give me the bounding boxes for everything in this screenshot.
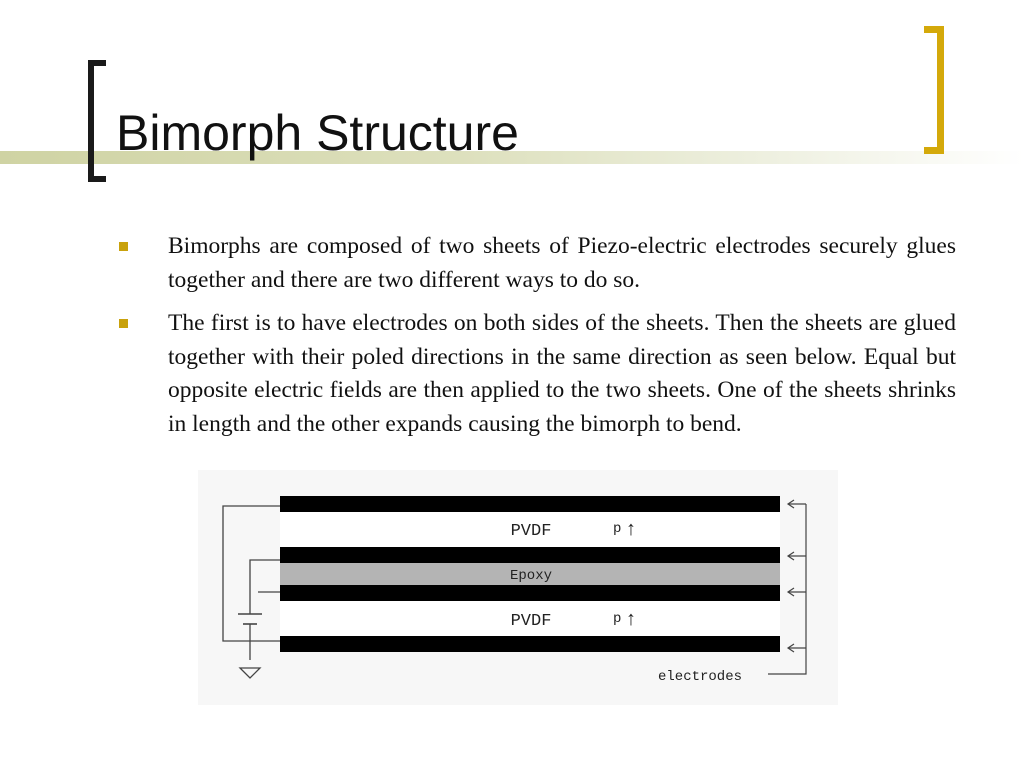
pole-label-top: p <box>613 521 622 537</box>
square-bullet-icon <box>119 319 128 328</box>
bottom-pvdf-label: PVDF <box>510 612 552 631</box>
square-bullet-icon <box>119 242 128 251</box>
bullet-list <box>116 230 956 451</box>
bullet-item <box>116 230 956 297</box>
pole-label-bottom: p <box>613 611 622 627</box>
bimorph-diagram-svg <box>198 470 838 705</box>
pole-arrow-up-icon: ↑ <box>626 518 636 540</box>
electrodes-label: electrodes <box>658 669 743 685</box>
top-pvdf-label: PVDF <box>510 522 552 541</box>
left-circuit-wiring <box>223 506 280 660</box>
right-bracket-decoration <box>924 26 944 154</box>
bimorph-diagram <box>198 470 838 705</box>
pole-arrow-up-icon: ↑ <box>626 608 636 630</box>
top-electrode <box>280 496 780 512</box>
bullet-text: Bimorphs are composed of two sheets of Piezo-electric electrodes securely glues together and there are two different ways to do so. <box>168 233 956 293</box>
bottom-electrode <box>280 636 780 652</box>
battery-icon <box>238 614 262 624</box>
middle-lower-electrode <box>280 585 780 601</box>
slide-title: Bimorph Structure <box>116 105 519 161</box>
middle-upper-electrode <box>280 547 780 563</box>
bullet-item <box>116 307 956 441</box>
epoxy-label: Epoxy <box>509 568 553 584</box>
bullet-text: The first is to have electrodes on both sides of the sheets. Then the sheets are glued together with their poled directions in the same direction as seen below. Equal but opposite electric fields are then applied to the two sheets. One of the sheets shrinks in length and the other expands causing the bimorph to bend. <box>168 310 956 437</box>
ground-symbol-icon <box>240 668 260 678</box>
left-bracket-decoration <box>88 60 106 182</box>
